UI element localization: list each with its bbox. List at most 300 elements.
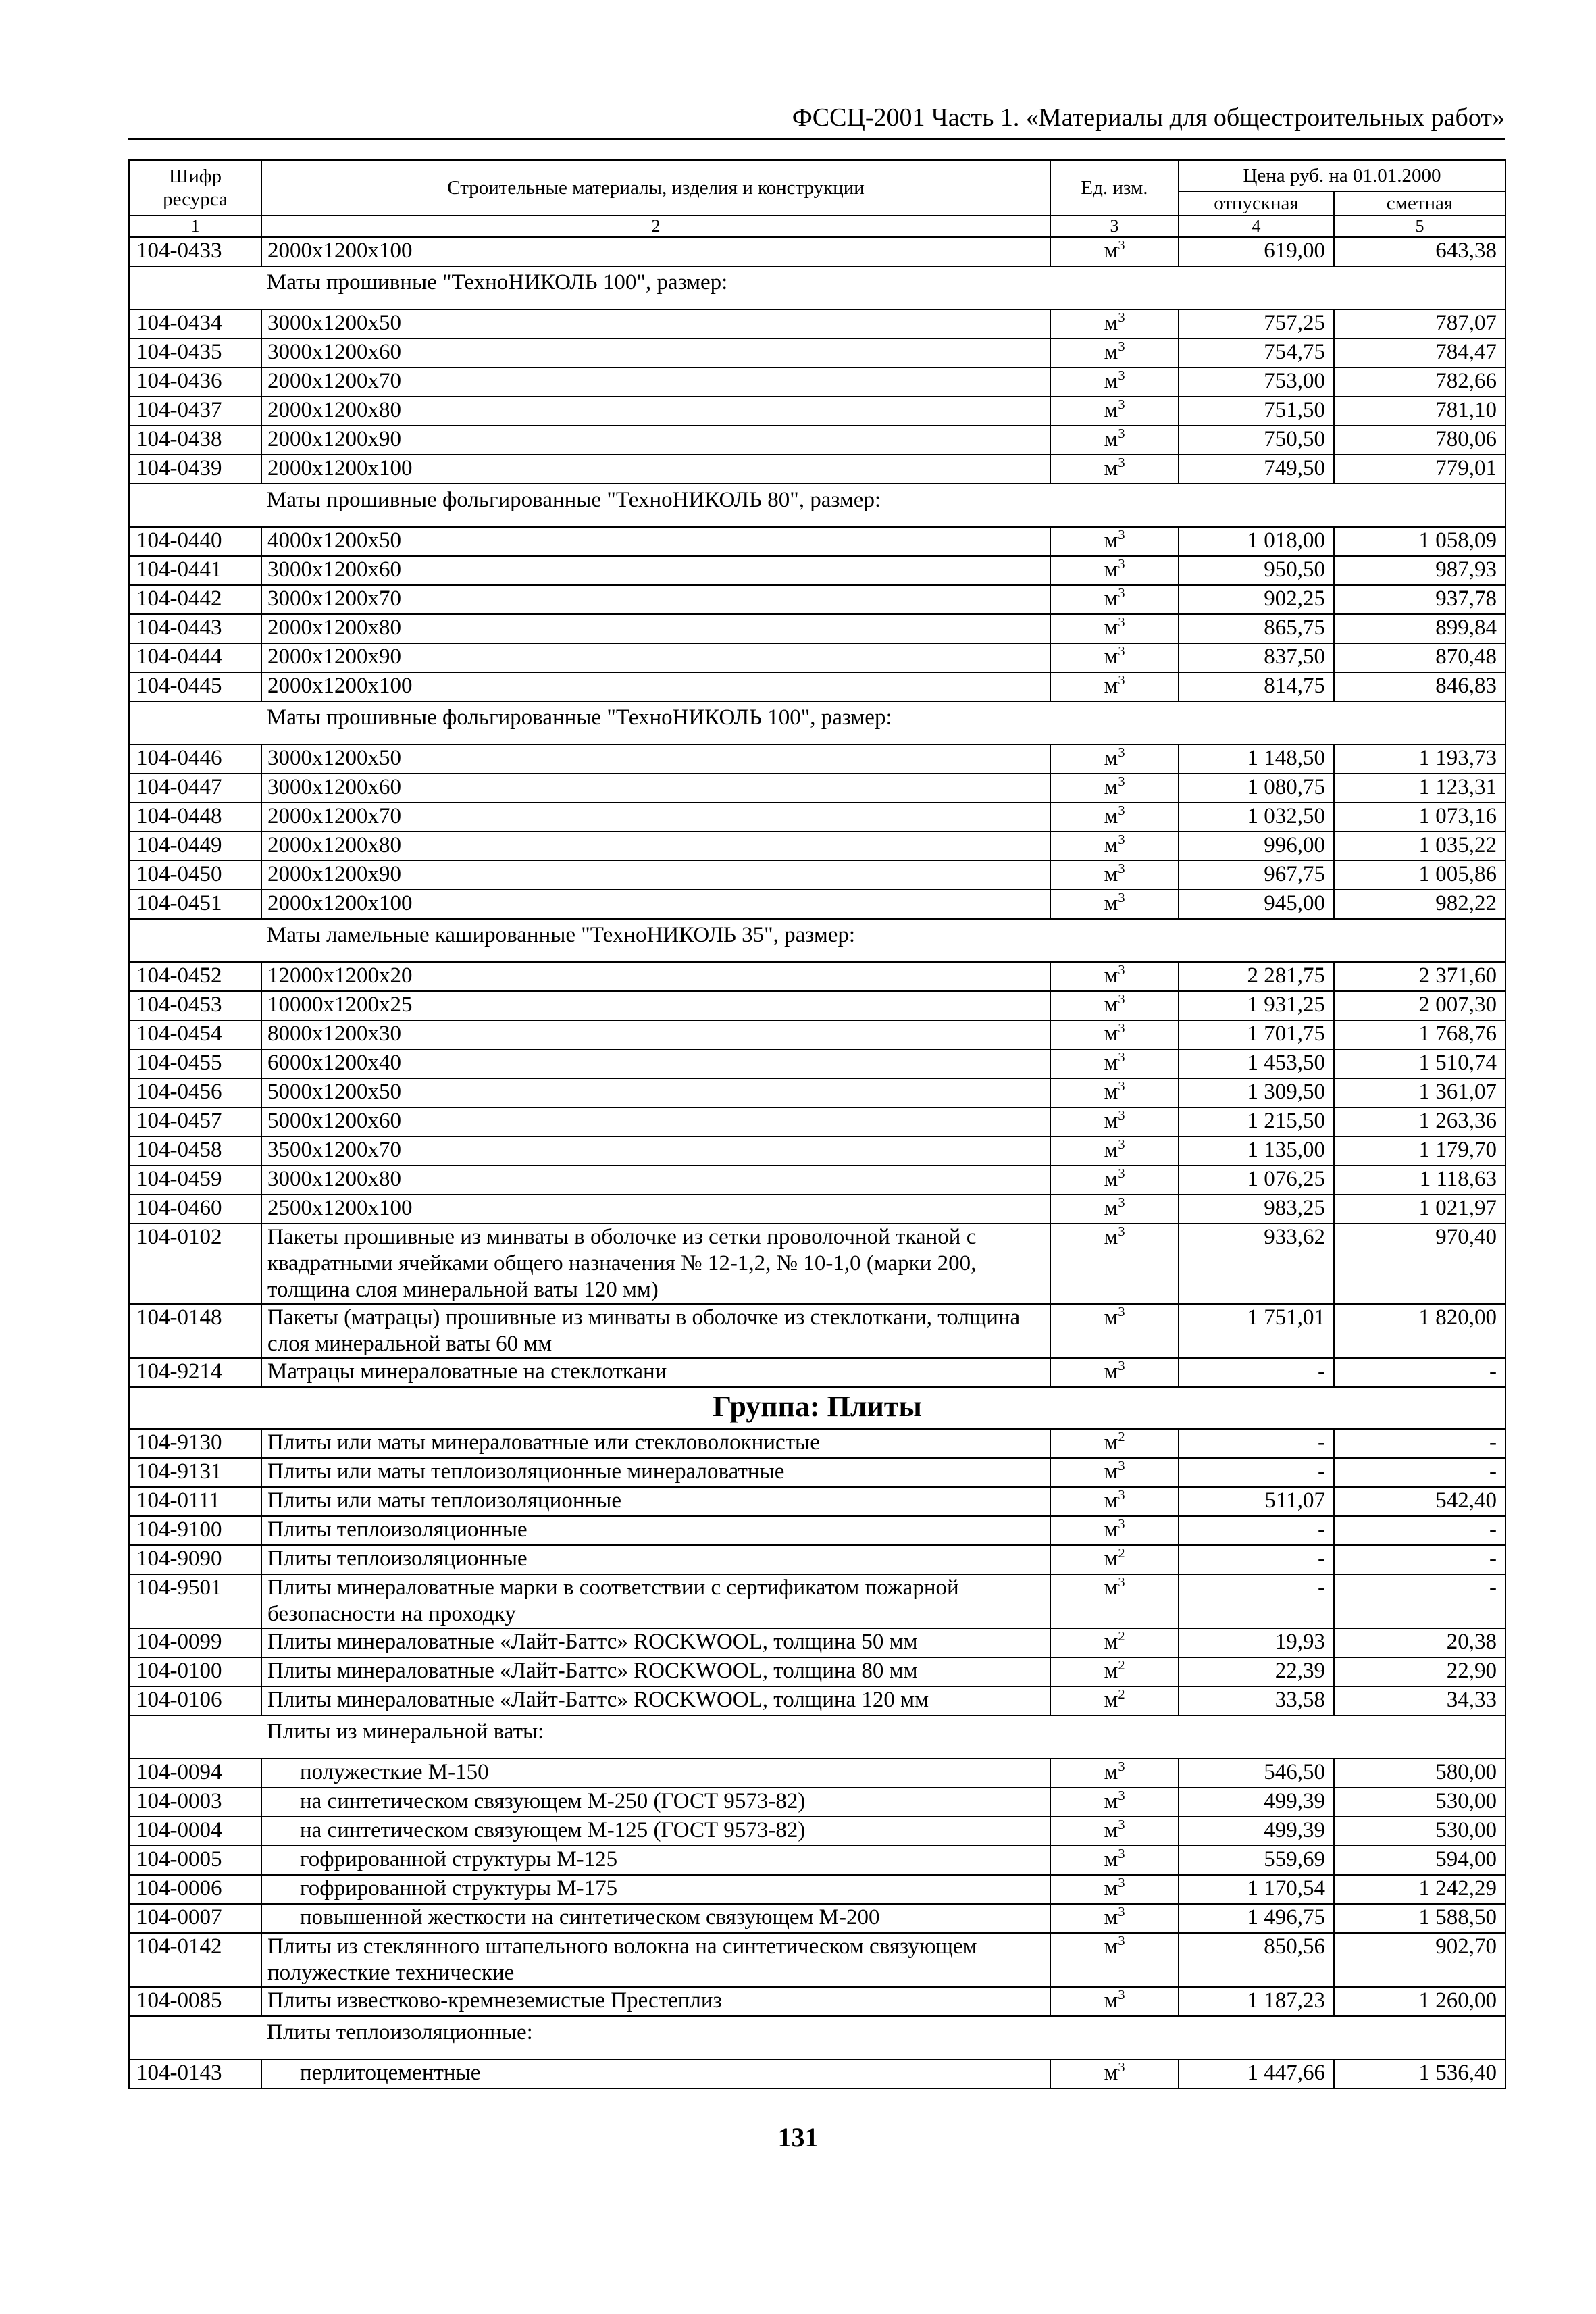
unit-exponent: 3 — [1118, 1934, 1125, 1948]
unit: м — [1104, 833, 1118, 857]
unit-exponent: 2 — [1118, 1687, 1125, 1702]
release-price: 754,75 — [1179, 338, 1334, 368]
release-price: 945,00 — [1179, 890, 1334, 919]
unit-cell — [1050, 672, 1179, 701]
unit-exponent: 3 — [1118, 803, 1125, 818]
unit-exponent: 2 — [1118, 1658, 1125, 1673]
estimate-price: 1 260,00 — [1334, 1987, 1505, 2016]
unit: м — [1104, 340, 1118, 364]
estimate-price: 22,90 — [1334, 1657, 1505, 1686]
estimate-price: 594,00 — [1334, 1846, 1505, 1875]
resource-code: 104-0452 — [129, 962, 261, 991]
resource-code: 104-0441 — [129, 556, 261, 585]
unit-cell — [1050, 1516, 1179, 1545]
unit-cell — [1050, 1136, 1179, 1165]
unit-exponent: 3 — [1118, 1788, 1125, 1803]
material-name: Плиты минераловатные «Лайт-Баттс» ROCKWOOL, толщина 80 мм — [261, 1657, 1050, 1686]
estimate-price: 779,01 — [1334, 455, 1505, 484]
table-row — [129, 1304, 1505, 1358]
release-price: 1 447,66 — [1179, 2059, 1334, 2088]
section-subheading: Плиты теплоизоляционные: — [261, 2016, 1505, 2059]
release-price: 837,50 — [1179, 643, 1334, 672]
unit-exponent: 3 — [1118, 1575, 1125, 1590]
unit: м — [1104, 1760, 1118, 1784]
resource-code: 104-0454 — [129, 1020, 261, 1049]
estimate-price: - — [1334, 1358, 1505, 1387]
material-name: 2000х1200х100 — [261, 890, 1050, 919]
unit: м — [1104, 1576, 1118, 1600]
material-name: 2000х1200х70 — [261, 803, 1050, 832]
release-price: - — [1179, 1458, 1334, 1487]
table-row — [129, 1165, 1505, 1194]
release-price: 933,62 — [1179, 1224, 1334, 1304]
release-price: 22,39 — [1179, 1657, 1334, 1686]
resource-code: 104-0142 — [129, 1933, 261, 1987]
table-row — [129, 1078, 1505, 1107]
unit-exponent: 3 — [1118, 1305, 1125, 1319]
release-price: 1 701,75 — [1179, 1020, 1334, 1049]
unit: м — [1104, 963, 1118, 988]
release-price: 902,25 — [1179, 585, 1334, 614]
resource-code: 104-0450 — [129, 861, 261, 890]
estimate-price: 1 588,50 — [1334, 1904, 1505, 1933]
estimate-price: 2 007,30 — [1334, 991, 1505, 1020]
unit: м — [1104, 775, 1118, 799]
unit: м — [1104, 427, 1118, 451]
release-price: 814,75 — [1179, 672, 1334, 701]
unit-cell — [1050, 1545, 1179, 1574]
resource-code: 104-0437 — [129, 397, 261, 426]
unit-exponent: 3 — [1118, 528, 1125, 543]
subheading-blank — [129, 2016, 261, 2059]
estimate-price: 846,83 — [1334, 672, 1505, 701]
group-heading-row — [129, 1387, 1505, 1429]
resource-code: 104-0445 — [129, 672, 261, 701]
unit-cell — [1050, 861, 1179, 890]
material-name: 3000х1200х50 — [261, 745, 1050, 774]
unit-cell — [1050, 1304, 1179, 1358]
unit-exponent: 3 — [1118, 426, 1125, 441]
unit-cell — [1050, 556, 1179, 585]
resource-code: 104-0085 — [129, 1987, 261, 2016]
header-estimate-price: сметная — [1334, 191, 1505, 216]
material-name: Плиты известково-кремнеземистые Престеплиз — [261, 1987, 1050, 2016]
unit-cell — [1050, 1657, 1179, 1686]
section-subheading-row — [129, 2016, 1505, 2059]
unit-cell — [1050, 803, 1179, 832]
unit-cell — [1050, 1933, 1179, 1987]
material-name: 2000х1200х100 — [261, 455, 1050, 484]
unit: м — [1104, 891, 1118, 915]
unit-cell — [1050, 1458, 1179, 1487]
table-row — [129, 1817, 1505, 1846]
table-row — [129, 1020, 1505, 1049]
material-name: 2000х1200х90 — [261, 643, 1050, 672]
unit: м — [1104, 746, 1118, 770]
material-name: Плиты или маты теплоизоляционные минераловатные — [261, 1458, 1050, 1487]
resource-code: 104-0457 — [129, 1107, 261, 1136]
resource-code: 104-9501 — [129, 1574, 261, 1628]
estimate-price: 937,78 — [1334, 585, 1505, 614]
unit-exponent: 3 — [1118, 557, 1125, 572]
unit-cell — [1050, 1358, 1179, 1387]
unit-exponent: 3 — [1118, 586, 1125, 601]
table-row — [129, 803, 1505, 832]
table-row — [129, 2059, 1505, 2088]
release-price: 511,07 — [1179, 1487, 1334, 1516]
release-price: 996,00 — [1179, 832, 1334, 861]
table-row — [129, 1657, 1505, 1686]
table-row — [129, 1458, 1505, 1487]
material-name: гофрированной структуры М-125 — [261, 1846, 1050, 1875]
unit-exponent: 3 — [1118, 992, 1125, 1007]
estimate-price: 1 820,00 — [1334, 1304, 1505, 1358]
resource-code: 104-0007 — [129, 1904, 261, 1933]
estimate-price: 1 510,74 — [1334, 1049, 1505, 1078]
resource-code: 104-9100 — [129, 1516, 261, 1545]
subheading-blank — [129, 1715, 261, 1759]
release-price: 619,00 — [1179, 237, 1334, 266]
resource-code: 104-9130 — [129, 1429, 261, 1458]
section-subheading: Маты прошивные фольгированные "ТехноНИКОЛЬ 100", размер: — [261, 701, 1505, 745]
release-price: 1 080,75 — [1179, 774, 1334, 803]
table-row — [129, 890, 1505, 919]
estimate-price: 530,00 — [1334, 1788, 1505, 1817]
unit-cell — [1050, 1846, 1179, 1875]
estimate-price: 1 058,09 — [1334, 527, 1505, 556]
table-row — [129, 1194, 1505, 1224]
unit-cell — [1050, 1194, 1179, 1224]
unit-cell — [1050, 1165, 1179, 1194]
estimate-price: - — [1334, 1545, 1505, 1574]
table-row — [129, 1107, 1505, 1136]
material-name: 3000х1200х50 — [261, 309, 1050, 338]
estimate-price: 580,00 — [1334, 1759, 1505, 1788]
table-row — [129, 1875, 1505, 1904]
table-row — [129, 1846, 1505, 1875]
unit-exponent: 3 — [1118, 1459, 1125, 1474]
table-row — [129, 527, 1505, 556]
unit-exponent: 3 — [1118, 644, 1125, 659]
unit: м — [1104, 2061, 1118, 2085]
resource-code: 104-0433 — [129, 237, 261, 266]
section-subheading-row — [129, 266, 1505, 309]
material-name: 6000х1200х40 — [261, 1049, 1050, 1078]
unit-cell — [1050, 774, 1179, 803]
table-row — [129, 1933, 1505, 1987]
material-name: 2000х1200х70 — [261, 368, 1050, 397]
estimate-price: - — [1334, 1429, 1505, 1458]
unit: м — [1104, 369, 1118, 393]
release-price: 753,00 — [1179, 368, 1334, 397]
unit-cell — [1050, 455, 1179, 484]
table-row — [129, 1628, 1505, 1657]
table-row — [129, 614, 1505, 643]
unit-cell — [1050, 426, 1179, 455]
section-subheading: Маты прошивные фольгированные "ТехноНИКОЛЬ 80", размер: — [261, 484, 1505, 527]
resource-code: 104-9131 — [129, 1458, 261, 1487]
unit: м — [1104, 1138, 1118, 1162]
material-name: 8000х1200х30 — [261, 1020, 1050, 1049]
unit: м — [1104, 1630, 1118, 1654]
release-price: - — [1179, 1358, 1334, 1387]
release-price: 546,50 — [1179, 1759, 1334, 1788]
header-price: Цена руб. на 01.01.2000 — [1179, 160, 1505, 191]
estimate-price: 530,00 — [1334, 1817, 1505, 1846]
table-row — [129, 338, 1505, 368]
unit-exponent: 3 — [1118, 238, 1125, 253]
header-release-price: отпускная — [1179, 191, 1334, 216]
release-price: 967,75 — [1179, 861, 1334, 890]
unit-cell — [1050, 1429, 1179, 1458]
material-name: 5000х1200х60 — [261, 1107, 1050, 1136]
unit-cell — [1050, 1686, 1179, 1715]
unit: м — [1104, 1517, 1118, 1542]
material-name: Пакеты прошивные из минваты в оболочке из сетки проволочной тканой с квадратными ячейками общего назначения № 12-1,2, № 10-1,0 (марки 200, толщина слоя минеральной ваты 120 мм) — [261, 1224, 1050, 1304]
release-price: 1 076,25 — [1179, 1165, 1334, 1194]
table-row — [129, 1049, 1505, 1078]
unit: м — [1104, 1659, 1118, 1683]
release-price: 983,25 — [1179, 1194, 1334, 1224]
resource-code: 104-0435 — [129, 338, 261, 368]
unit: м — [1104, 238, 1118, 263]
resource-code: 104-0005 — [129, 1846, 261, 1875]
unit-exponent: 3 — [1118, 1759, 1125, 1774]
release-price: 1 215,50 — [1179, 1107, 1334, 1136]
estimate-price: 1 035,22 — [1334, 832, 1505, 861]
release-price: 1 453,50 — [1179, 1049, 1334, 1078]
unit-exponent: 3 — [1118, 339, 1125, 354]
estimate-price: 870,48 — [1334, 643, 1505, 672]
estimate-price: 1 179,70 — [1334, 1136, 1505, 1165]
table-row — [129, 1904, 1505, 1933]
release-price: 1 187,23 — [1179, 1987, 1334, 2016]
resource-code: 104-0148 — [129, 1304, 261, 1358]
material-name: 5000х1200х50 — [261, 1078, 1050, 1107]
material-name: повышенной жесткости на синтетическом связующем М-200 — [261, 1904, 1050, 1933]
unit-exponent: 3 — [1118, 1021, 1125, 1036]
material-name: 12000х1200х20 — [261, 962, 1050, 991]
table-row — [129, 1686, 1505, 1715]
table-row — [129, 1987, 1505, 2016]
unit-cell — [1050, 1987, 1179, 2016]
resource-code: 104-0459 — [129, 1165, 261, 1194]
unit: м — [1104, 1225, 1118, 1249]
unit-exponent: 3 — [1118, 615, 1125, 630]
material-name: полужесткие М-150 — [261, 1759, 1050, 1788]
section-subheading: Маты прошивные "ТехноНИКОЛЬ 100", размер: — [261, 266, 1505, 309]
table-row — [129, 556, 1505, 585]
unit-cell — [1050, 1904, 1179, 1933]
section-subheading-row — [129, 1715, 1505, 1759]
resource-code: 104-0143 — [129, 2059, 261, 2088]
resource-code: 104-0003 — [129, 1788, 261, 1817]
unit: м — [1104, 1988, 1118, 2013]
unit: м — [1104, 398, 1118, 422]
unit: м — [1104, 456, 1118, 480]
resource-code: 104-0434 — [129, 309, 261, 338]
material-name: Плиты из стеклянного штапельного волокна на синтетическом связующем полужесткие технические — [261, 1933, 1050, 1987]
unit-exponent: 3 — [1118, 890, 1125, 905]
table-row — [129, 309, 1505, 338]
header-unit: Ед. изм. — [1050, 160, 1179, 216]
unit-cell — [1050, 1224, 1179, 1304]
material-name: 2000х1200х80 — [261, 832, 1050, 861]
release-price: 19,93 — [1179, 1628, 1334, 1657]
unit-exponent: 3 — [1118, 1517, 1125, 1532]
resource-code: 104-9090 — [129, 1545, 261, 1574]
unit-exponent: 3 — [1118, 310, 1125, 325]
release-price: 1 018,00 — [1179, 527, 1334, 556]
table-row — [129, 991, 1505, 1020]
release-price: 499,39 — [1179, 1817, 1334, 1846]
release-price: 950,50 — [1179, 556, 1334, 585]
unit-cell — [1050, 1078, 1179, 1107]
release-price: 751,50 — [1179, 397, 1334, 426]
unit-cell — [1050, 1759, 1179, 1788]
page-number: 131 — [777, 2122, 819, 2153]
estimate-price: 34,33 — [1334, 1686, 1505, 1715]
unit: м — [1104, 1459, 1118, 1484]
resource-code: 104-0444 — [129, 643, 261, 672]
release-price: 1 170,54 — [1179, 1875, 1334, 1904]
table-row — [129, 237, 1505, 266]
subheading-blank — [129, 701, 261, 745]
unit: м — [1104, 1305, 1118, 1330]
material-name: Плиты теплоизоляционные — [261, 1545, 1050, 1574]
resource-code: 104-0453 — [129, 991, 261, 1020]
unit-cell — [1050, 643, 1179, 672]
unit: м — [1104, 1022, 1118, 1046]
estimate-price: 902,70 — [1334, 1933, 1505, 1987]
resource-code: 104-0460 — [129, 1194, 261, 1224]
material-name: перлитоцементные — [261, 2059, 1050, 2088]
unit-exponent: 3 — [1118, 1876, 1125, 1890]
release-price: - — [1179, 1545, 1334, 1574]
unit-exponent: 3 — [1118, 1079, 1125, 1094]
unit-cell — [1050, 1574, 1179, 1628]
unit: м — [1104, 1359, 1118, 1384]
unit-exponent: 3 — [1118, 1137, 1125, 1152]
unit-exponent: 3 — [1118, 1195, 1125, 1210]
estimate-price: 1 005,86 — [1334, 861, 1505, 890]
header-name: Строительные материалы, изделия и конструкции — [261, 160, 1050, 216]
subheading-blank — [129, 919, 261, 962]
table-row — [129, 962, 1505, 991]
unit-cell — [1050, 338, 1179, 368]
unit-exponent: 3 — [1118, 397, 1125, 412]
unit: м — [1104, 674, 1118, 698]
table-row — [129, 672, 1505, 701]
table-row — [129, 585, 1505, 614]
unit: м — [1104, 1934, 1118, 1959]
material-name: на синтетическом связующем М-125 (ГОСТ 9573-82) — [261, 1817, 1050, 1846]
column-number: 5 — [1334, 216, 1505, 237]
release-price: 749,50 — [1179, 455, 1334, 484]
estimate-price: 1 768,76 — [1334, 1020, 1505, 1049]
table-row — [129, 1487, 1505, 1516]
estimate-price: 1 263,36 — [1334, 1107, 1505, 1136]
section-subheading: Плиты из минеральной ваты: — [261, 1715, 1505, 1759]
unit-cell — [1050, 1107, 1179, 1136]
estimate-price: 1 073,16 — [1334, 803, 1505, 832]
release-price: 1 032,50 — [1179, 803, 1334, 832]
material-name: Плиты минераловатные марки в соответствии с сертификатом пожарной безопасности на проходку — [261, 1574, 1050, 1628]
section-subheading-row — [129, 701, 1505, 745]
unit-exponent: 3 — [1118, 1846, 1125, 1861]
release-price: 1 309,50 — [1179, 1078, 1334, 1107]
unit-cell — [1050, 962, 1179, 991]
unit-exponent: 3 — [1118, 1988, 1125, 2003]
material-name: на синтетическом связующем М-250 (ГОСТ 9573-82) — [261, 1788, 1050, 1817]
table-row — [129, 774, 1505, 803]
estimate-price: - — [1334, 1574, 1505, 1628]
estimate-price: - — [1334, 1516, 1505, 1545]
resource-code: 104-0100 — [129, 1657, 261, 1686]
unit: м — [1104, 557, 1118, 582]
resource-code: 104-0102 — [129, 1224, 261, 1304]
unit: м — [1104, 1876, 1118, 1901]
unit-cell — [1050, 585, 1179, 614]
unit-exponent: 2 — [1118, 1430, 1125, 1444]
estimate-price: 987,93 — [1334, 556, 1505, 585]
material-name: Плиты минераловатные «Лайт-Баттс» ROCKWOOL, толщина 50 мм — [261, 1628, 1050, 1657]
unit-cell — [1050, 309, 1179, 338]
material-name: Матрацы минераловатные на стеклоткани — [261, 1358, 1050, 1387]
table-row — [129, 1759, 1505, 1788]
estimate-price: 1 118,63 — [1334, 1165, 1505, 1194]
release-price: - — [1179, 1429, 1334, 1458]
unit: м — [1104, 1488, 1118, 1513]
material-name: 3000х1200х70 — [261, 585, 1050, 614]
unit: м — [1104, 1080, 1118, 1104]
table-row — [129, 832, 1505, 861]
table-row — [129, 368, 1505, 397]
estimate-price: 1 193,73 — [1334, 745, 1505, 774]
material-name: Плиты или маты теплоизоляционные — [261, 1487, 1050, 1516]
table-body — [129, 237, 1505, 2088]
column-number: 4 — [1179, 216, 1334, 237]
unit-cell — [1050, 832, 1179, 861]
resource-code: 104-0447 — [129, 774, 261, 803]
resource-code: 104-0006 — [129, 1875, 261, 1904]
unit: м — [1104, 586, 1118, 611]
unit: м — [1104, 1789, 1118, 1813]
estimate-price: 787,07 — [1334, 309, 1505, 338]
resource-code: 104-0004 — [129, 1817, 261, 1846]
material-name: 2000х1200х80 — [261, 614, 1050, 643]
material-name: 4000х1200х50 — [261, 527, 1050, 556]
unit-cell — [1050, 1817, 1179, 1846]
unit-cell — [1050, 1875, 1179, 1904]
material-name: 3000х1200х60 — [261, 774, 1050, 803]
release-price: 559,69 — [1179, 1846, 1334, 1875]
unit: м — [1104, 862, 1118, 886]
unit-exponent: 3 — [1118, 832, 1125, 847]
unit: м — [1104, 1688, 1118, 1712]
material-name: Плиты или маты минераловатные или стекловолокнистые — [261, 1429, 1050, 1458]
release-price: 850,56 — [1179, 1933, 1334, 1987]
price-table — [128, 159, 1506, 2089]
table-row — [129, 1574, 1505, 1628]
material-name: 2000х1200х90 — [261, 426, 1050, 455]
release-price: 1 135,00 — [1179, 1136, 1334, 1165]
unit-exponent: 3 — [1118, 1817, 1125, 1832]
release-price: 865,75 — [1179, 614, 1334, 643]
unit: м — [1104, 992, 1118, 1017]
table-row — [129, 426, 1505, 455]
unit-exponent: 2 — [1118, 1546, 1125, 1561]
